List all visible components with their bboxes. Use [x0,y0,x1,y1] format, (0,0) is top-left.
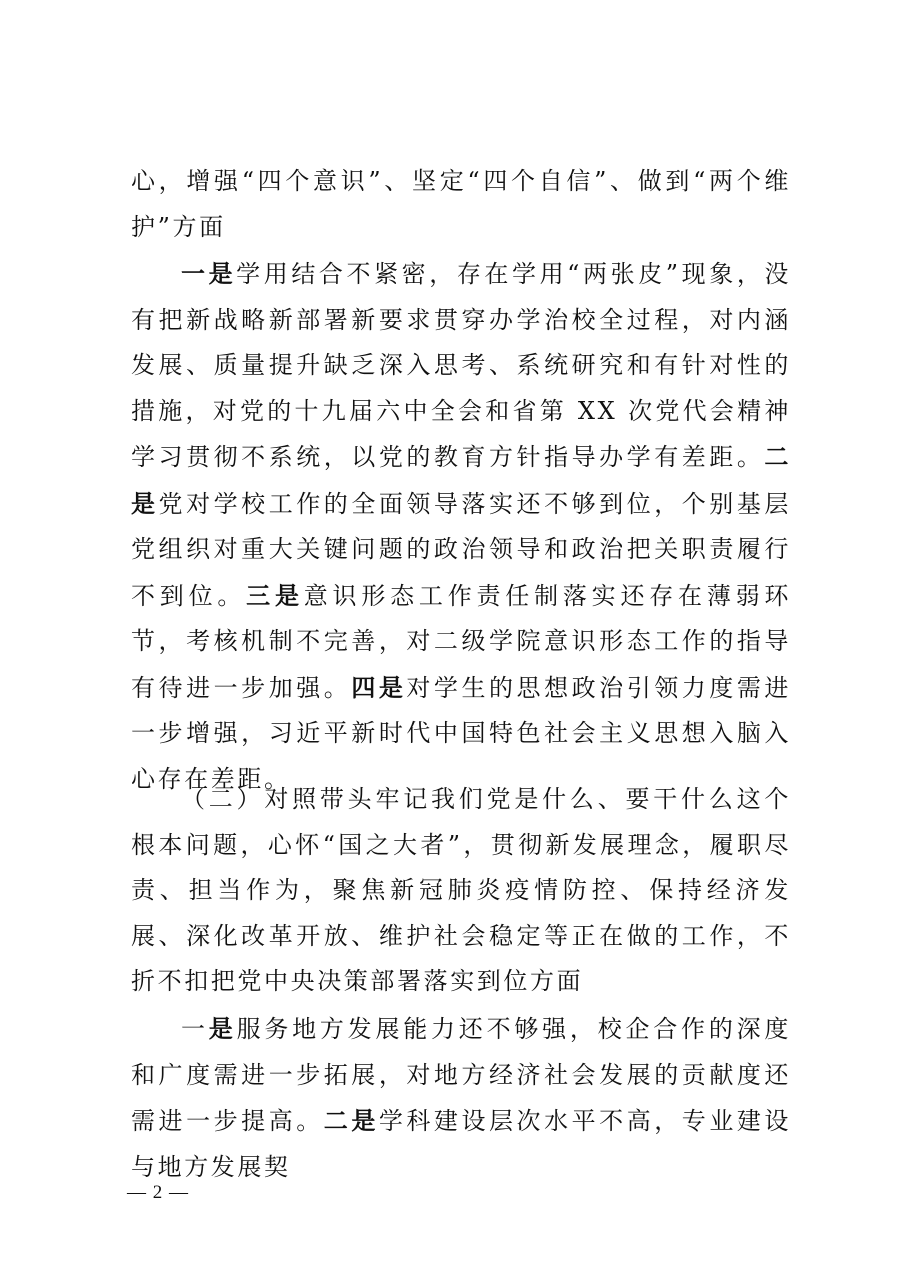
section-heading-2 [131,777,791,1005]
item-marker-4: 四是 [351,672,407,702]
item-marker-1: 一是 [181,259,237,288]
paragraph-issues-1 [131,251,791,802]
item-marker-1-prefix: 一 [181,1015,209,1043]
item-text-2: 学科建设层次水平不高，专业建设与地方发展契 [131,1107,792,1181]
item-text-3: 意识形态工作责任制落实还存在薄弱环节，考核机制不完善，对二级学院意识形态工作的指导有待进一步加强。 [131,581,792,702]
section-heading-continuation [131,159,791,250]
item-text-1: 服务地方发展能力还不够强，校企合作的深度和广度需进一步拓展，对地方经济社会发展的贡献度还需进一步提高。 [131,1015,791,1135]
page-number: — 2 — [127,1182,189,1203]
item-marker-3: 三是 [246,580,304,610]
heading-text: （二）对照带头牢记我们党是什么、要干什么这个根本问题，心怀“国之大者”，贯彻新发展理念，履职尽责、担当作为，聚焦新冠肺炎疫情防控、保持经济发展、深化改革开放、维护社会稳定等正在做的工作，不折不扣把党中央决策部署落实到位方面 [131,785,791,995]
heading-text: 心，增强“四个意识”、坚定“四个自信”、做到“两个维护”方面 [131,167,791,241]
item-marker-1: 是 [208,1014,237,1043]
paragraph-issues-2 [131,1006,791,1190]
item-text-2: 党对学校工作的全面领导落实还不够到位，个别基层党组织对重大关键问题的政治领导和政治把关职责履行不到位。 [131,489,791,610]
item-text-1: 学用结合不紧密，存在学用“两张皮”现象，没有把新战略新部署新要求贯穿办学治校全过程，对内涵发展、质量提升缺乏深入思考、系统研究和有针对性的措施，对党的十九届六中全会和省第 XX 次党代会精神学习贯彻不系统，以党的教育方针指导办学有差距。 [131,260,791,471]
item-marker-2: 二是 [131,442,791,518]
item-text-4: 对学生的思想政治引领力度需进一步增强，习近平新时代中国特色社会主义思想入脑入心存在差距。 [131,673,791,793]
item-marker-2: 二是 [323,1106,379,1135]
